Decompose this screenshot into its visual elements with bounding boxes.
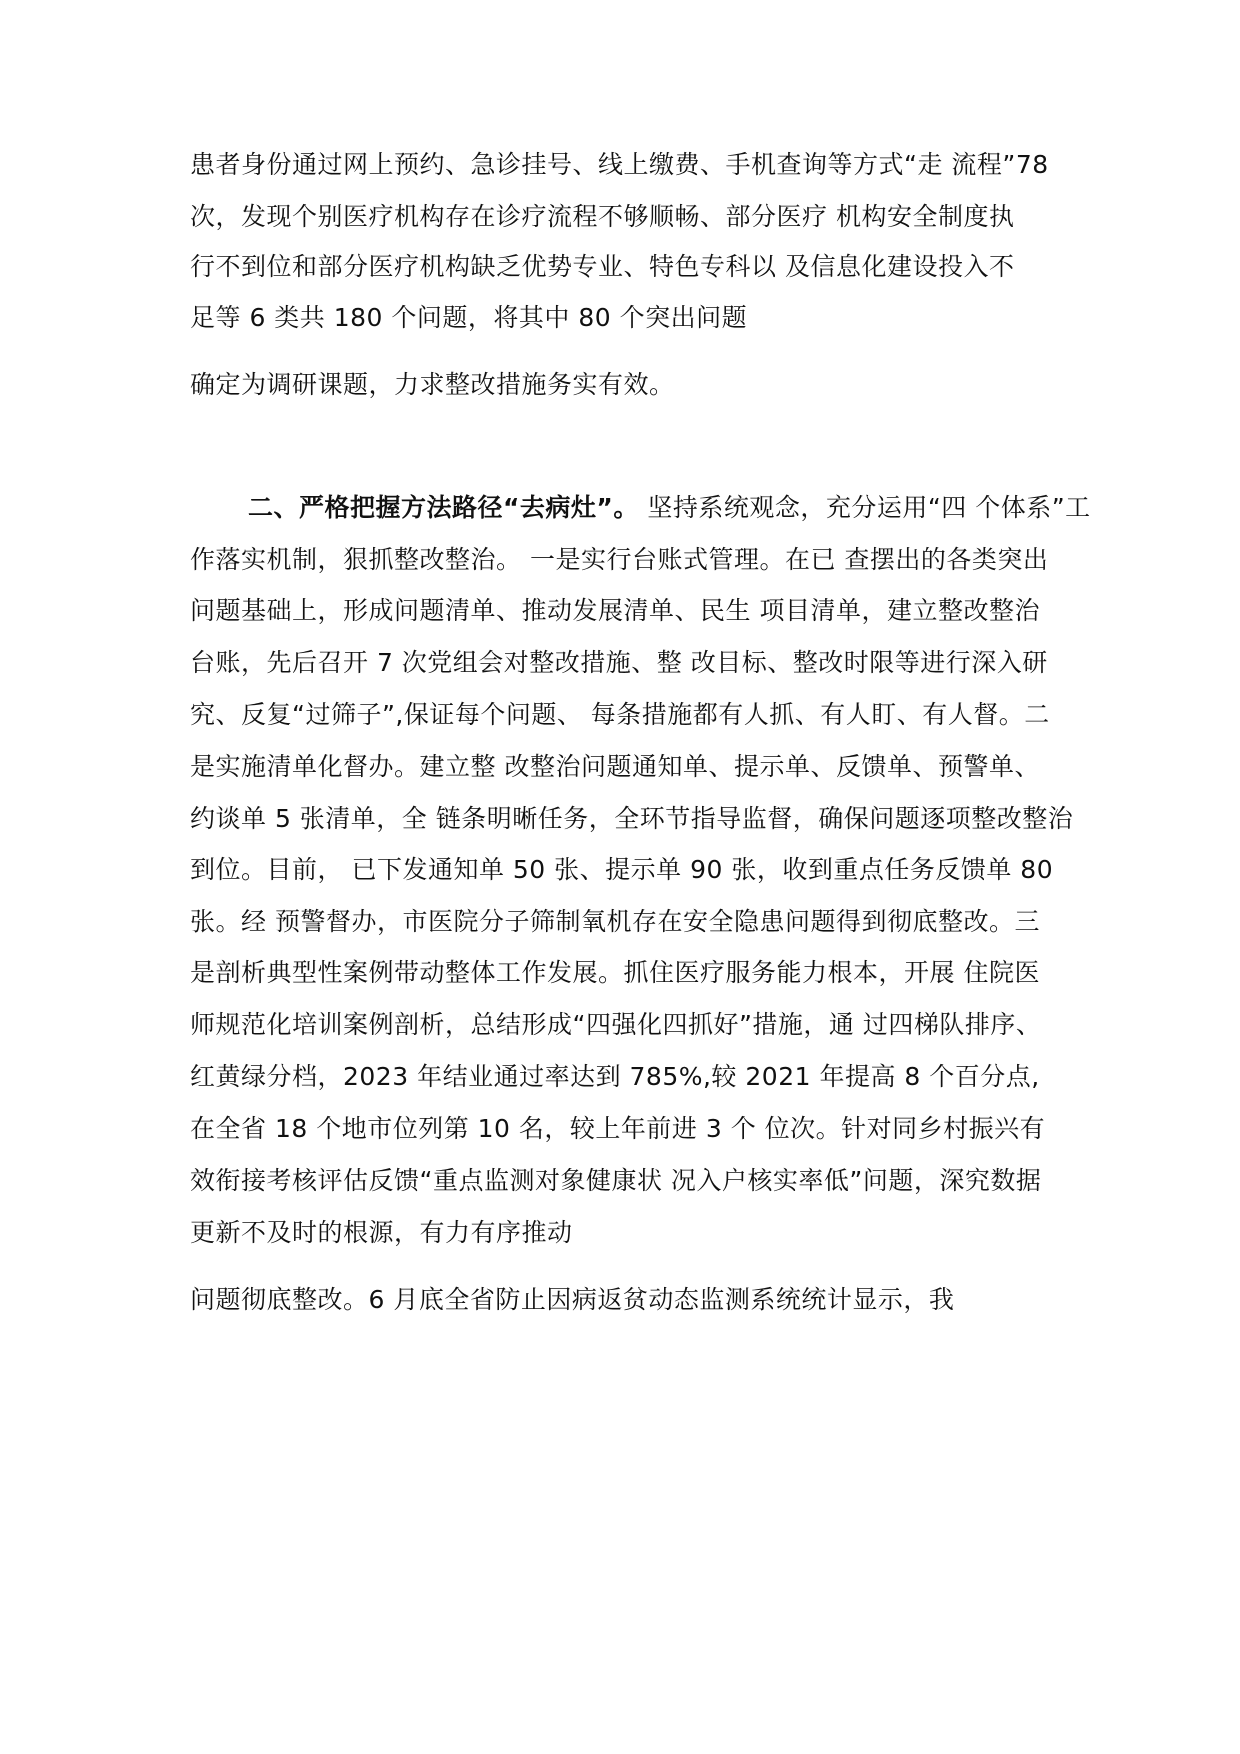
paragraph-2-line-3: 问题基础上，形成问题清单、推动发展清单、民生 项目清单，建立整改整治	[190, 596, 1040, 625]
paragraph-2-line-15: 更新不及时的根源，有力有序推动	[190, 1218, 573, 1247]
paragraph-2-line-7: 约谈单 5 张清单，全 链条明晰任务，全环节指导监督，确保问题逐项整改整治	[190, 804, 1074, 833]
paragraph-2-line-13: 在全省 18 个地市位列第 10 名，较上年前进 3 个 位次。针对同乡村振兴有	[190, 1114, 1046, 1143]
paragraph-2-line-12: 红黄绿分档，2023 年结业通过率达到 785%,较 2021 年提高 8 个百分点,	[190, 1062, 1040, 1091]
paragraph-2-line-11: 师规范化培训案例剖析，总结形成“四强化四抓好”措施，通 过四梯队排序、	[190, 1010, 1042, 1039]
paragraph-2-tail: 问题彻底整改。6 月底全省防止因病返贫动态监测系统统计显示，我	[190, 1285, 955, 1314]
paragraph-2-first-line	[248, 491, 1128, 525]
paragraph-2-line-2: 作落实机制，狠抓整改整治。 一是实行台账式管理。在已 查摆出的各类突出	[190, 545, 1049, 574]
paragraph-1-line-4: 足等 6 类共 180 个问题，将其中 80 个突出问题	[190, 303, 748, 332]
paragraph-1-line-2: 次，发现个别医疗机构存在诊疗流程不够顺畅、部分医疗 机构安全制度执	[190, 202, 1015, 231]
paragraph-2-line-8: 到位。目前， 已下发通知单 50 张、提示单 90 张，收到重点任务反馈单 80	[190, 855, 1054, 884]
paragraph-2-first-line-text: 坚持系统观念，充分运用“四 个体系”工	[638, 493, 1091, 522]
paragraph-2-line-6: 是实施清单化督办。建立整 改整治问题通知单、提示单、反馈单、预警单、	[190, 752, 1040, 781]
paragraph-1-line-3: 行不到位和部分医疗机构缺乏优势专业、特色专科以 及信息化建设投入不	[190, 252, 1015, 281]
section-heading: 二、严格把握方法路径“去病灶”。	[248, 493, 639, 522]
paragraph-1-line-1: 患者身份通过网上预约、急诊挂号、线上缴费、手机查询等方式“走 流程”78	[190, 150, 1049, 179]
paragraph-2-line-5: 究、反复“过筛子”,保证每个问题、 每条措施都有人抓、有人盯、有人督。二	[190, 700, 1050, 729]
paragraph-2-line-9: 张。经 预警督办，市医院分子筛制氧机存在安全隐患问题得到彻底整改。三	[190, 907, 1040, 936]
paragraph-2-line-10: 是剖析典型性案例带动整体工作发展。抓住医疗服务能力根本，开展 住院医	[190, 958, 1040, 987]
paragraph-1-tail: 确定为调研课题，力求整改措施务实有效。	[190, 370, 675, 399]
paragraph-2-line-14: 效衔接考核评估反馈“重点监测对象健康状 况入户核实率低”问题，深究数据	[190, 1166, 1042, 1195]
paragraph-2-line-4: 台账，先后召开 7 次党组会对整改措施、整 改目标、整改时限等进行深入研	[190, 648, 1048, 677]
